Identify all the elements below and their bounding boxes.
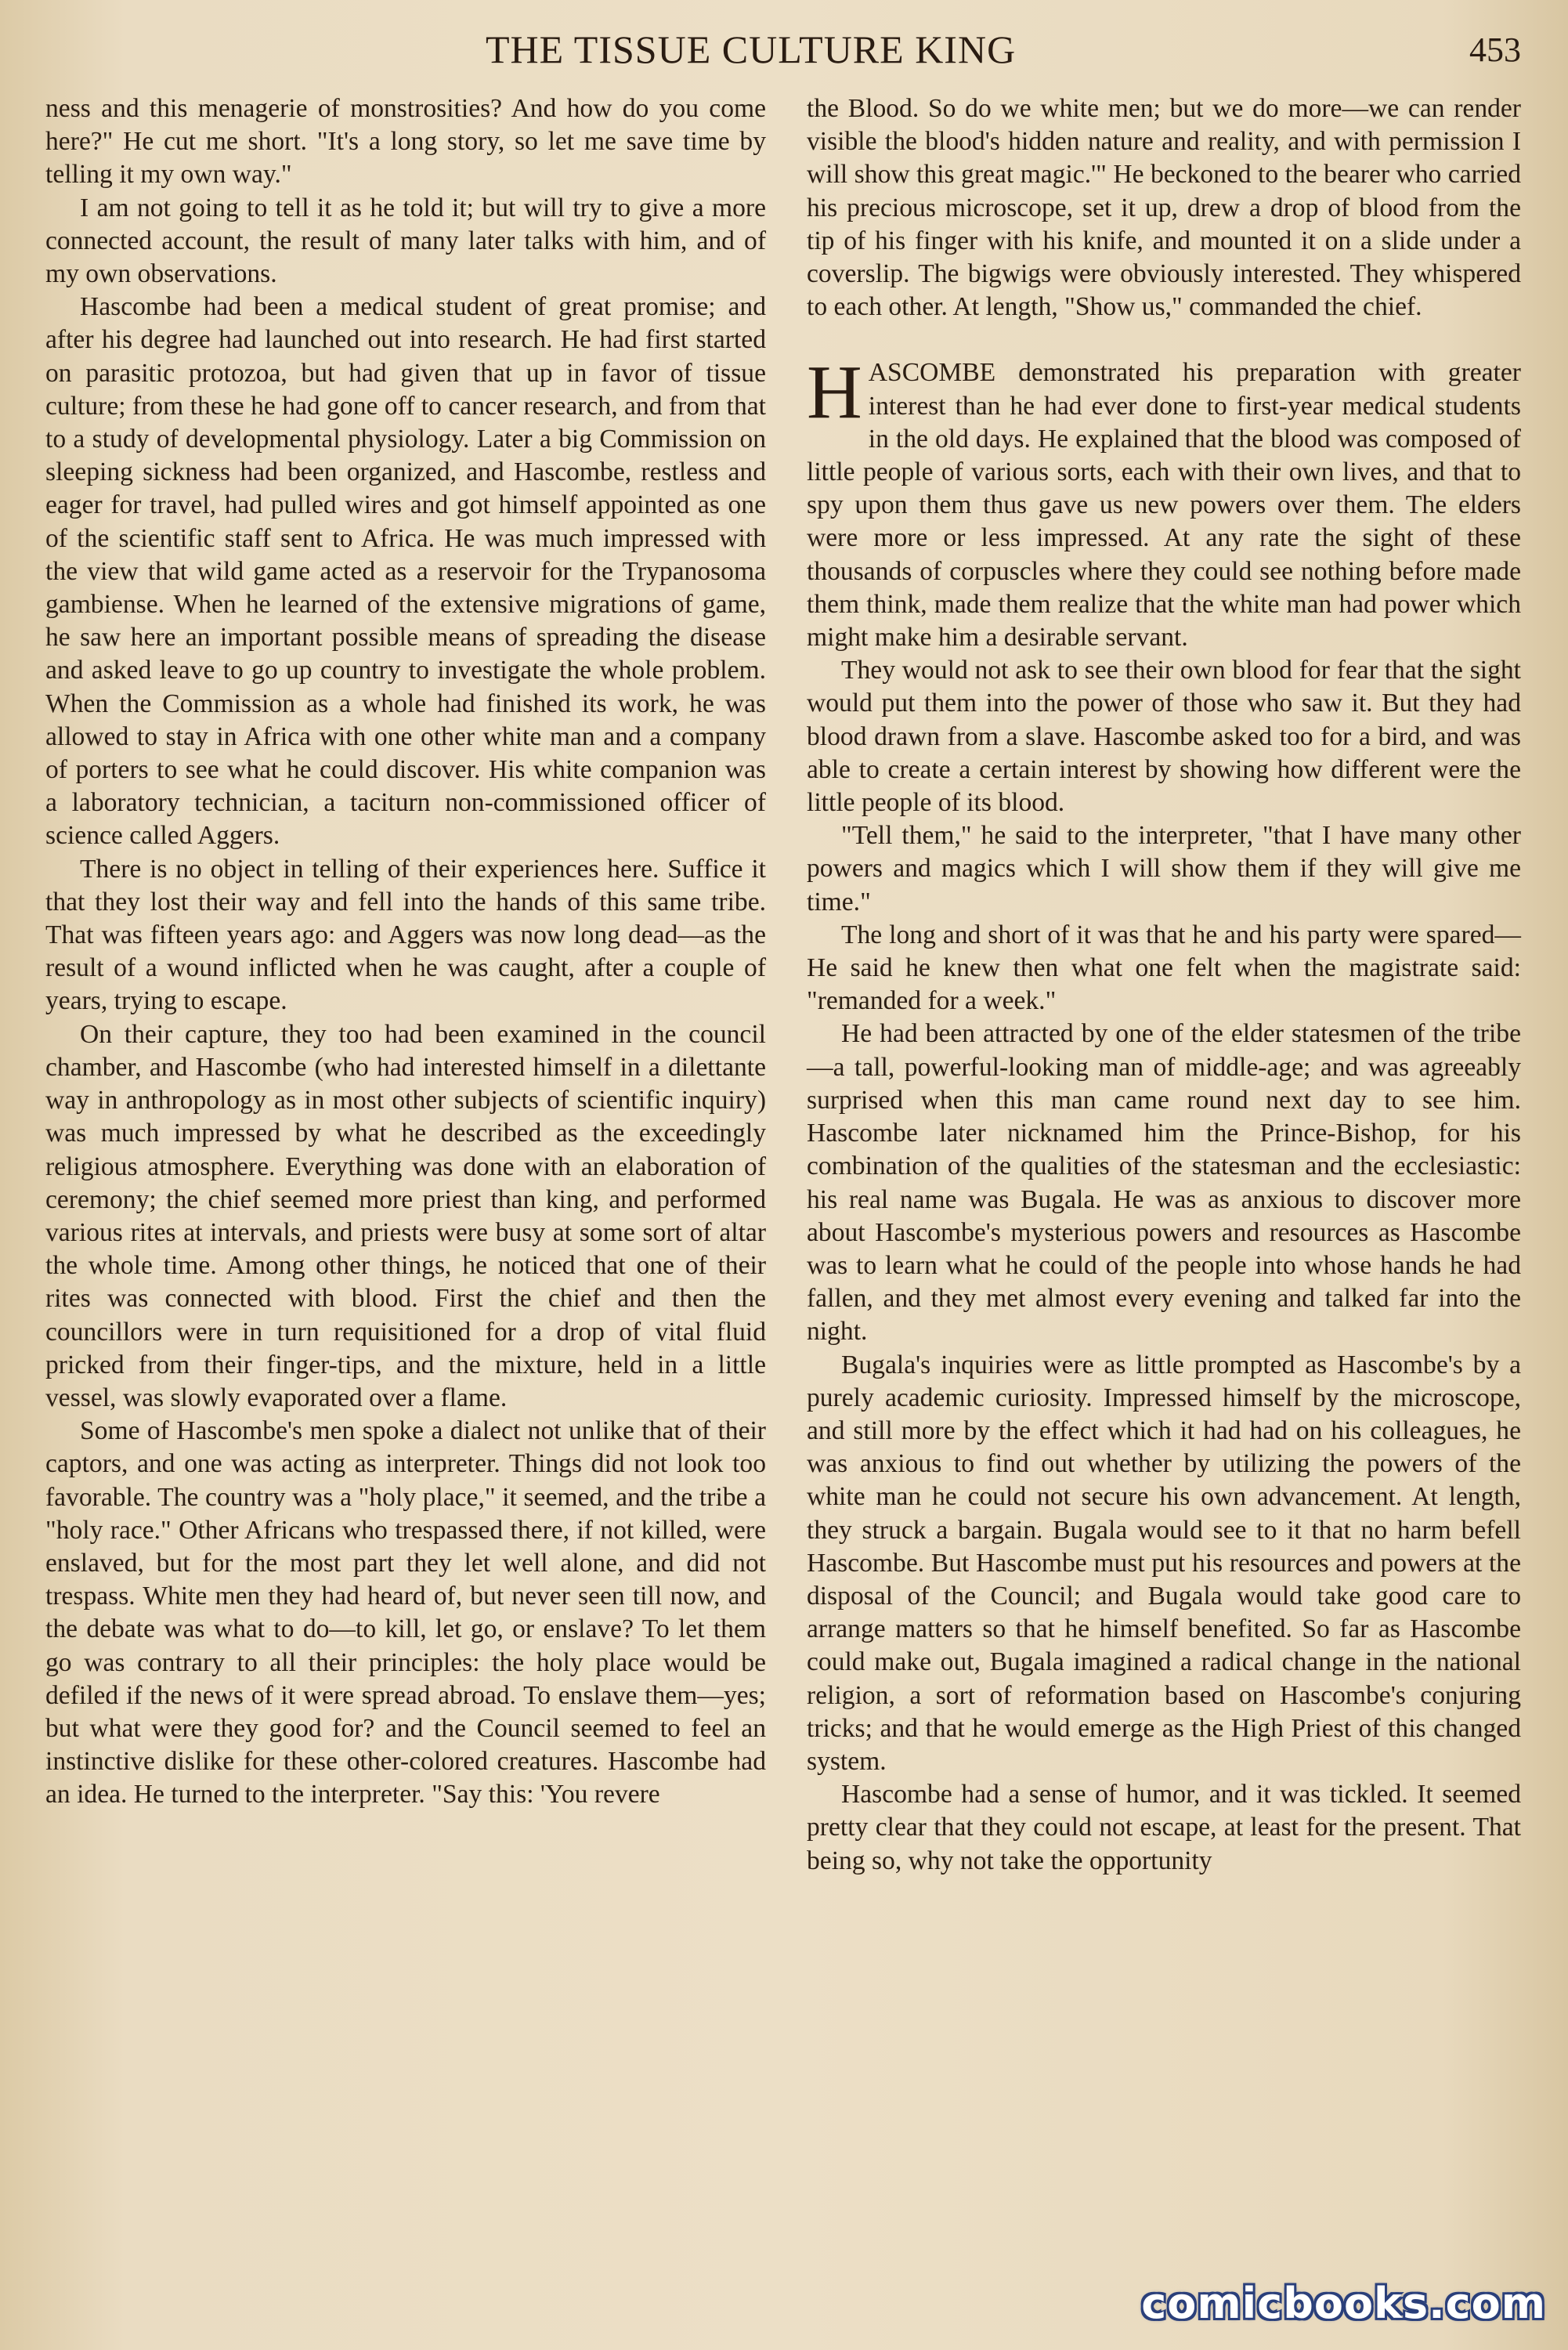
- paragraph: ness and this menagerie of monstrosities? And how do you come here?" He cut me short. "It's a long story, so let me save time by telling it my own way.": [45, 94, 766, 190]
- paragraph: He had been attracted by one of the elder statesmen of the tribe—a tall, powerful-looking man of middle-age; and was agreeably surprised when this man came round next day to see him. Hascombe later nicknamed him the Prince-Bishop, for his combination of the qualities of the statesman and the ecclesiastic: his real name was Bugala. He was as anxious to discover more about Hascombe's mysterious powers and resources as Hascombe was to learn what he could of the people into whose hands he had fallen, and they met almost every evening and talked far into the night.: [807, 1019, 1521, 1347]
- paragraph: "Tell them," he said to the interpreter, "that I have many other powers and magics which I will show them if they will give me time.": [807, 821, 1521, 916]
- page-number: 453: [1469, 31, 1521, 69]
- paragraph: On their capture, they too had been examined in the council chamber, and Hascombe (who had interested himself in a dilettante way in anthropology as in most other subjects of scientific inquiry) was much impressed by what he described as the exceedingly religious atmosphere. Everything was done with an elaboration of ceremony; the chief seemed more priest than king, and performed various rites at intervals, and priests were busy at some sort of altar the whole time. Among other things, he noticed that one of their rites was connected with blood. First the chief and then the councillors were in turn requisitioned for a drop of vital fluid pricked from their finger-tips, and the mixture, held in a little vessel, was slowly evaporated over a flame.: [45, 1019, 766, 1412]
- paragraph: Bugala's inquiries were as little prompted as Hascombe's by a purely academic curiosity. Impressed himself by the microscope, and still more by the effect which it had had on his colleagues, he was anxious to find out whether by utilizing the powers of the white man he could not secure his own advancement. At length, they struck a bargain. Bugala would see to it that no harm befell Hascombe. But Hascombe must put his resources and powers at the disposal of the Council; and Bugala would take good care to arrange matters so that he himself benefited. So far as Hascombe could make out, Bugala imagined a radical change in the national religion, a sort of reformation based on Hascombe's conjuring tricks; and that he would emerge as the High Priest of this changed system.: [807, 1350, 1521, 1776]
- paragraph: They would not ask to see their own blood for fear that the sight would put them into the power of those who saw it. But they had blood drawn from a slave. Hascombe asked too for a bird, and was able to create a certain interest by showing how different were the little people of its blood.: [807, 656, 1521, 818]
- paragraph: the Blood. So do we white men; but we do more—we can render visible the blood's hidden nature and reality, and with permission I will show this great magic.'" He beckoned to the bearer who carried his precious microscope, set it up, drew a drop of blood from the tip of his finger with his knife, and mounted it on a slide under a coverslip. The bigwigs were obviously interested. They whispered to each other. At length, "Show us," commanded the chief.: [807, 94, 1521, 322]
- paragraph: Some of Hascombe's men spoke a dialect not unlike that of their captors, and one was acting as interpreter. Things did not look too favorable. The country was a "holy place," it seemed, and the tribe a "holy race." Other Africans who trespassed there, if not killed, were enslaved, but for the most part they let well alone, and did not trespass. White men they had heard of, but never seen till now, and the debate was what to do—to kill, let go, or enslave? To let them go was contrary to all their principles: the holy place would be defiled if the news of it were spread abroad. To enslave them—yes; but what were they good for? and the Council seemed to feel an instinctive dislike for these other-colored creatures. Hascombe had an idea. He turned to the interpreter. "Say this: 'You revere: [45, 1416, 766, 1810]
- paragraph: The long and short of it was that he and his party were spared—He said he knew then what one felt when the magistrate said: "remanded for a week.": [807, 920, 1521, 1016]
- section-opening-paragraph: HASCOMBE demonstrated his preparation with greater interest than he had ever done to first-year medical students in the old days. He explained that the blood was composed of little people of various sorts, each with their own lives, and that to spy upon them thus gave us new powers over them. The elders were more or less impressed. At any rate the sight of these thousands of corpuscles where they could see nothing before made them think, made them realize that the white man had power which might make him a desirable servant.: [807, 350, 1521, 653]
- paragraph: Hascombe had a sense of humor, and it was tickled. It seemed pretty clear that they could not escape, at least for the present. That being so, why not take the opportunity: [807, 1780, 1521, 1875]
- page-header: [0, 27, 1568, 81]
- site-watermark: comicbooks.com: [1141, 2279, 1546, 2328]
- paragraph: There is no object in telling of their experiences here. Suffice it that they lost their way and fell into the hands of this same tribe. That was fifteen years ago: and Aggers was now long dead—as the result of a wound inflicted when he was caught, after a couple of years, trying to escape.: [45, 854, 766, 1016]
- right-column: [807, 92, 1521, 1878]
- paragraph: Hascombe had been a medical student of great promise; and after his degree had launched out into research. He had first started on parasitic protozoa, but had given that up in favor of tissue culture; from these he had gone off to cancer research, and from that to a study of developmental physiology. Later a big Commission on sleeping sickness had been organized, and Hascombe, restless and eager for travel, had pulled wires and got himself appointed as one of the scientific staff sent to Africa. He was much impressed with the view that wild game acted as a reservoir for the Trypanosoma gambiense. When he learned of the extensive migrations of game, he saw here an important possible means of spreading the disease and asked leave to go up country to investigate the whole problem. When the Commission as a whole had finished its work, he was allowed to stay in Africa with one other white man and a company of porters to see what he could discover. His white companion was a laboratory technician, a taciturn non-commissioned officer of science called Aggers.: [45, 292, 766, 851]
- left-column: [45, 92, 766, 1812]
- running-head: THE TISSUE CULTURE KING: [486, 27, 1017, 71]
- paragraph: I am not going to tell it as he told it; but will try to give a more connected account, the result of many later talks with him, and of my own observations.: [45, 193, 766, 289]
